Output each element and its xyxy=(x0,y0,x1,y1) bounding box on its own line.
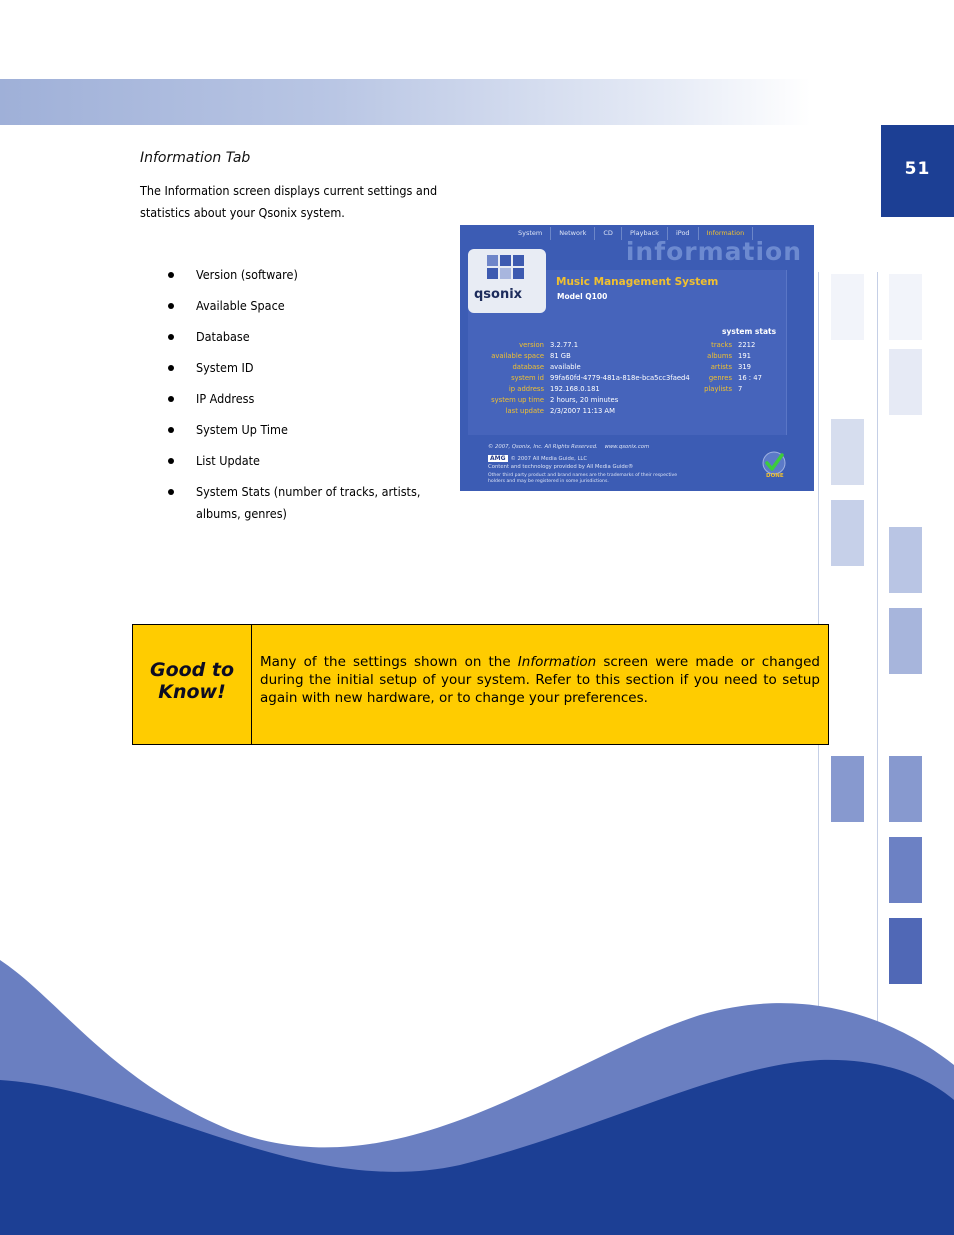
decor-square xyxy=(831,756,864,822)
list-item: Database xyxy=(168,326,428,348)
tab-system: System xyxy=(510,227,551,240)
amg-line: AMG © 2007 All Media Guide, LLC xyxy=(490,455,588,462)
stat-value: 191 xyxy=(738,352,751,360)
screenshot-heading: information xyxy=(625,237,802,266)
info-value: 3.2.77.1 xyxy=(550,341,579,349)
product-model: Model Q100 xyxy=(557,292,608,301)
decor-square xyxy=(889,837,922,903)
done-check-icon xyxy=(762,451,786,475)
bullet-icon xyxy=(168,334,174,340)
callout-title-cell xyxy=(133,625,252,744)
info-key: ip address xyxy=(508,385,544,393)
info-rows xyxy=(460,340,814,420)
list-item: System Up Time xyxy=(168,419,428,441)
stat-key: albums xyxy=(707,352,732,360)
bullet-icon xyxy=(168,303,174,309)
info-key: last update xyxy=(505,407,544,415)
decor-square xyxy=(889,527,922,593)
info-key: system id xyxy=(511,374,544,382)
stat-value: 2212 xyxy=(738,341,756,349)
tab-cd: CD xyxy=(595,227,622,240)
copyright-line: © 2007, Qsonix, Inc. All Rights Reserved. www.qsonix.com xyxy=(488,444,650,450)
stat-key: tracks xyxy=(711,341,732,349)
list-item: IP Address xyxy=(168,388,428,410)
stat-value: 7 xyxy=(738,385,743,393)
intro-paragraph: The Information screen displays current settings and statistics about your Qsonix system. xyxy=(140,183,438,220)
logo-square xyxy=(487,268,498,279)
info-key: version xyxy=(519,341,544,349)
bullet-icon xyxy=(168,365,174,371)
info-value: 192.168.0.181 xyxy=(550,385,600,393)
info-value: 99fa60fd-4779-481a-818e-bca5cc3faed4 xyxy=(550,374,690,382)
qsonix-logo xyxy=(468,249,546,313)
good-to-know-callout xyxy=(132,624,829,745)
logo-wordmark: qsonix xyxy=(474,287,523,302)
tab-playback: Playback xyxy=(622,227,668,240)
system-stats-heading: system stats xyxy=(722,327,777,336)
tab-information: Information xyxy=(699,227,754,240)
bullet-icon xyxy=(168,489,174,495)
done-label: DONE xyxy=(766,473,784,479)
logo-square xyxy=(513,255,524,266)
stat-key: playlists xyxy=(704,385,732,393)
page-number-tab xyxy=(881,125,954,217)
decor-square xyxy=(889,274,922,340)
info-key: database xyxy=(512,363,544,371)
info-value: 81 GB xyxy=(550,352,571,360)
content-credit-line: Content and technology provided by All Media Guide® xyxy=(488,464,634,470)
list-item: Version (software) xyxy=(168,264,428,286)
list-item: System Stats (number of tracks, artists, albums, genres) xyxy=(168,481,428,525)
logo-square xyxy=(487,255,498,266)
decor-square xyxy=(831,419,864,485)
trademark-line: holders and may be registered in some jurisdictions. xyxy=(488,479,609,484)
decor-square xyxy=(889,756,922,822)
footer-wave xyxy=(0,940,954,1235)
decor-square xyxy=(831,274,864,340)
logo-square xyxy=(500,268,511,279)
bullet-icon xyxy=(168,396,174,402)
bullet-icon xyxy=(168,272,174,278)
callout-text: Many of the settings shown on the Information screen were made or changed during the initial setup of your system. Refer to this section if you need to setup again with new hardware, or to change your preferences. xyxy=(260,654,820,706)
stat-value: 319 xyxy=(738,363,751,371)
feature-list xyxy=(168,264,428,534)
tab-network: Network xyxy=(551,227,595,240)
info-key: available space xyxy=(491,352,544,360)
page-number: 51 xyxy=(904,159,931,179)
info-value: available xyxy=(550,363,581,371)
info-value: 2/3/2007 11:13 AM xyxy=(550,407,615,415)
product-title: Music Management System xyxy=(556,276,719,288)
info-value: 2 hours, 20 minutes xyxy=(550,396,619,404)
list-item: Available Space xyxy=(168,295,428,317)
info-key: system up time xyxy=(491,396,544,404)
logo-square xyxy=(513,268,524,279)
decor-square xyxy=(889,608,922,674)
decor-square xyxy=(889,349,922,415)
stat-key: artists xyxy=(710,363,732,371)
bullet-icon xyxy=(168,458,174,464)
amg-logo: AMG xyxy=(490,455,506,462)
decor-square xyxy=(831,500,864,566)
list-item: List Update xyxy=(168,450,428,472)
callout-title: Good to Know! xyxy=(149,659,235,703)
trademark-line: Other third party product and brand names are the trademarks of their respective xyxy=(488,473,678,478)
tab-ipod: iPod xyxy=(668,227,699,240)
information-screenshot xyxy=(460,225,814,491)
section-title: Information Tab xyxy=(140,150,251,166)
stat-key: genres xyxy=(708,374,732,382)
header-gradient-band xyxy=(0,79,954,125)
logo-square xyxy=(500,255,511,266)
stat-value: 16 : 47 xyxy=(738,374,762,382)
bullet-icon xyxy=(168,427,174,433)
list-item: System ID xyxy=(168,357,428,379)
